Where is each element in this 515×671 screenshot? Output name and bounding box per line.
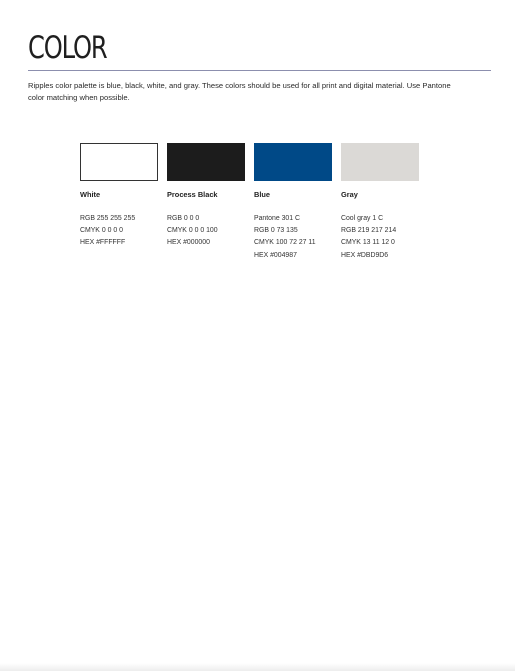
swatch-color-box	[167, 143, 245, 181]
spec-hex: HEX #000000	[167, 239, 210, 247]
page-title: COLOR	[28, 30, 107, 66]
color-palette	[80, 143, 440, 273]
swatch-color-box	[341, 143, 419, 181]
spec-rgb: RGB 255 255 255	[80, 215, 136, 222]
swatch-color-box	[254, 143, 332, 181]
spec-cmyk: CMYK 100 72 27 11	[254, 239, 316, 247]
swatch-name: Process Black	[167, 190, 218, 199]
swatch-specs	[80, 213, 160, 250]
swatch-name: Blue	[254, 190, 271, 199]
spec-rgb: RGB 0 73 135	[254, 227, 298, 235]
spec-hex: HEX #DBD9D6	[341, 251, 389, 259]
spec-cmyk: CMYK 13 11 12 0	[341, 239, 395, 247]
swatch-name: White	[80, 190, 101, 199]
swatch-specs	[167, 213, 247, 250]
spec-cmyk: CMYK 0 0 0 0	[80, 227, 123, 235]
spec-pantone: Pantone 301 C	[254, 215, 300, 222]
intro-paragraph: Ripples color palette is blue, black, white, and gray. These colors should be used for all print and digital material. Use Pantone color matching when possible.	[28, 81, 451, 102]
swatch-blue	[254, 143, 334, 262]
swatch-white	[80, 143, 160, 250]
swatch-specs	[341, 213, 421, 262]
swatch-name: Gray	[341, 190, 358, 199]
swatch-color-box	[80, 143, 158, 181]
spec-cmyk: CMYK 0 0 0 100	[167, 227, 218, 235]
spec-rgb: RGB 0 0 0	[167, 215, 200, 222]
page-bottom-edge	[0, 663, 515, 671]
spec-rgb: RGB 219 217 214	[341, 227, 397, 235]
spec-hex: HEX #004987	[254, 251, 297, 259]
spec-pantone: Cool gray 1 C	[341, 215, 384, 222]
swatch-gray	[341, 143, 421, 262]
spec-hex: HEX #FFFFFF	[80, 239, 126, 247]
title-divider	[28, 70, 491, 71]
swatch-process-black	[167, 143, 247, 250]
swatch-specs	[254, 213, 334, 262]
